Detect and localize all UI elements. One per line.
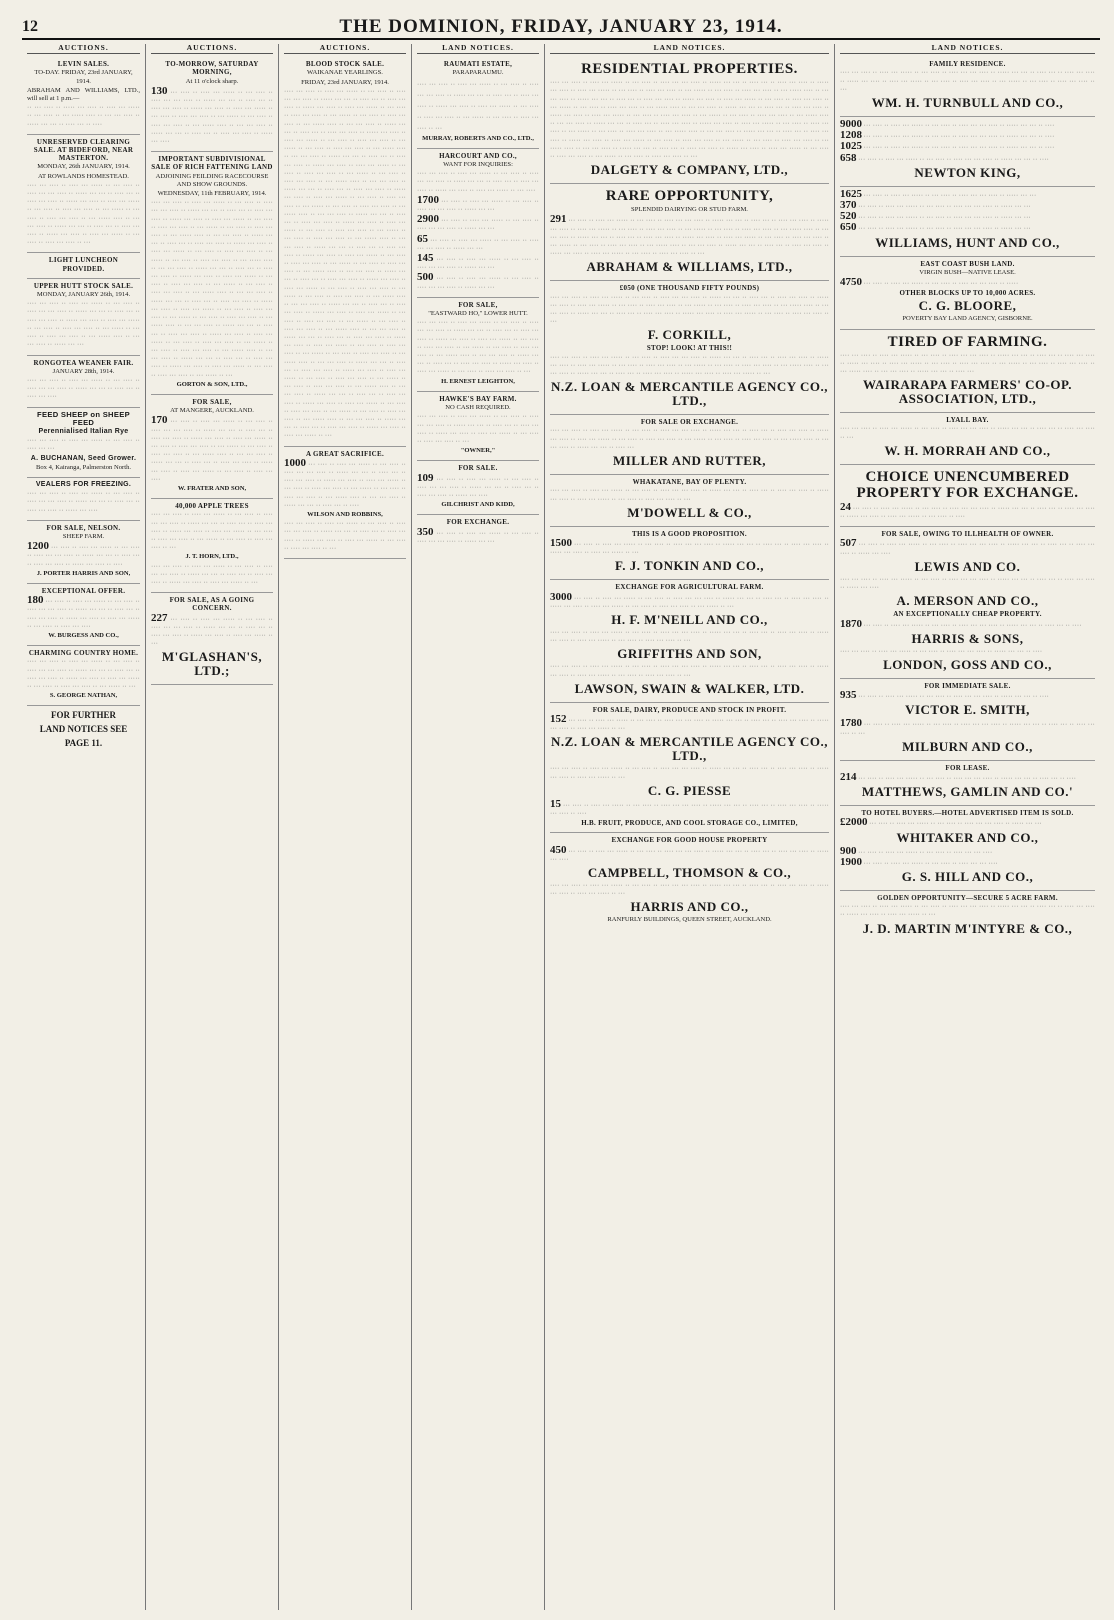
ad-harcourt: HARCOURT AND CO., WANT FOR INQUIRIES: ···· ··· ···· ·· ···· ··· ····· ·· ··· ···· ·· ···· ··· ··· ···· ·· ····· ··· ··· ·· ···· ··· ·· ···· ··· ···· ·· ····· ··· ···· ·· ···· ··· ····· ·· ··· ···· 1700 ··· ···· ·· ···· ··· ····· ·· ··· ···· ·· ···· ··· ··· ···· ·· ····· ··· ··· 2900 ··· ···· ·· ···· ··· ····· ·· ··· ···· ·· ···· ··· ··· ···· ·· ····· ··· ··· 65 ··· ···· ·· ···· ··· ····· ·· ··· ···· ·· ···· ··· ··· ···· ·· ····· ··· ··· 145 ··· ···· ·· ···· ··· ····· ·· ··· ···· ·· ···· ··· ··· ···· ·· ····· ··· ··· 500 ··· ···· ·· ···· ··· ····· ·· ··· ···· ·· ···· ··· ··· ···· ·· ····· ··· ··· <box>417 149 539 298</box>
ad-agent: NEWTON KING, <box>914 164 1021 180</box>
ad-agent: J. T. HORN, LTD., <box>185 553 239 561</box>
ad-number: 130 <box>151 84 168 97</box>
ad-agent-merson: A. MERSON AND CO., <box>896 593 1039 609</box>
ad-levin-sales: LEVIN SALES. TO-DAY. FRIDAY, 23rd JANUARY, 1914. ABRAHAM AND WILLIAMS, LTD., will sell at 1 p.m.— ·· ··· ···· ·· ····· ··· ···· ·· ···· ··· ····· ·· ··· ···· ·· ··· ····· ···· ·· ··· ··· ···· ·· ····· ··· ··· ·· ···· ··· ·· ···· <box>27 57 140 135</box>
ad-mdowell: WHAKATANE, BAY OF PLENTY. ···· ··· ···· ·· ···· ··· ····· ·· ··· ···· ·· ···· ··· ··· ···· ·· ····· ··· ··· ·· ···· ··· ·· ···· ··· ···· ·· ····· ··· ···· ·· ···· ··· ····· ·· ··· ···· ·· ···· ··· ···· ·· ··· M'DOWELL & CO., <box>550 475 829 527</box>
ad-title: GOLDEN OPPORTUNITY—SECURE 5 ACRE FARM. <box>877 893 1058 902</box>
ad-exceptional-offer: EXCEPTIONAL OFFER. 180 ··· ···· ·· ···· ··· ····· ·· ··· ···· ·· ···· ··· ··· ···· ·· ····· ··· ··· ·· ···· ··· ·· ···· ··· ···· ·· ····· ··· ···· ·· ···· ··· ····· ·· ··· ···· ·· ···· ··· ···· W. BURGESS AND CO., <box>27 584 140 646</box>
ad-title: LIGHT LUNCHEON PROVIDED. <box>48 256 119 273</box>
ad-tired-of-farming: TIRED OF FARMING. ···· ··· ···· ·· ···· ··· ····· ·· ··· ···· ·· ···· ··· ··· ···· ·· ····· ··· ··· ·· ···· ··· ·· ···· ··· ···· ·· ····· ··· ···· ·· ···· ··· ····· ·· ··· ···· ·· ···· ··· ···· ·· ··· ····· ·· ··· ···· ·· ···· ··· ···· ·· ··· ····· ···· ·· ··· ··· ···· ·· ····· ··· ··· ·· ···· ··· WAIRARAPA FARMERS' CO-OP. ASSOCIATION, LTD., <box>840 330 1095 414</box>
ad-hotel-buyers: TO HOTEL BUYERS.—HOTEL ADVERTISED ITEM IS SOLD. £2000 ··· ···· ·· ···· ··· ····· ·· ··· ···· ·· ···· ··· ··· ···· ·· ····· ··· ··· WHITAKER AND CO., 900 ··· ···· ·· ···· ··· ····· ·· ··· ···· ·· ···· ··· ··· ···· 1900 ··· ···· ·· ···· ··· ····· ·· ··· ···· ·· ···· ··· ··· ···· G. S. HILL AND CO., <box>840 806 1095 891</box>
ad-title: TO HOTEL BUYERS.—HOTEL ADVERTISED ITEM IS SOLD. <box>861 809 1074 818</box>
acreage: 4750 <box>840 276 862 289</box>
ad-corkill: £050 (ONE THOUSAND FIFTY POUNDS) ···· ··· ···· ·· ···· ··· ····· ·· ··· ···· ·· ···· ··· ··· ···· ·· ····· ··· ··· ·· ···· ··· ·· ···· ··· ···· ·· ····· ··· ···· ·· ···· ··· ····· ·· ··· ···· ·· ···· ··· ···· ·· ··· ····· ·· ··· ···· ·· ···· ··· ···· ·· ··· ····· ···· ·· ··· ··· ···· ·· ····· ··· ··· ·· ···· ··· ·· ···· ··· ···· ·· ····· ··· ···· ·· ···· ··· ····· ·· ··· ···· ·· ···· ··· ···· ·· ··· F. CORKILL, STOP! LOOK! AT THIS!! ···· ··· ···· ·· ···· ··· ····· ·· ··· ···· ·· ···· ··· ··· ···· ·· ····· ··· ··· ·· ···· ··· ·· ···· ··· ···· ·· ····· ··· ···· ·· ···· ··· ····· ·· ··· ···· ·· ···· ··· ···· ·· ··· ····· ·· ··· ···· ·· ···· ··· ···· ·· ··· ····· ···· ·· ··· ··· ···· ·· ····· ··· ··· ·· ···· ··· ·· ···· ··· ···· ·· ····· ··· ···· ·· ···· ··· ····· ·· ··· N.Z. LOAN & MERCANTILE AGENCY CO., LTD., <box>550 281 829 415</box>
ad-tonkin: THIS IS A GOOD PROPOSITION. 1500 ··· ···· ·· ···· ··· ····· ·· ··· ···· ·· ···· ··· ··· ···· ·· ····· ··· ··· ·· ···· ··· ·· ···· ··· ···· ·· ····· ··· ···· ·· ···· ··· ····· ·· ··· F. J. TONKIN AND CO., <box>550 527 829 581</box>
ad-date: WEDNESDAY, 11th FEBRUARY, 1914. <box>157 190 267 198</box>
ad-title: LYALL BAY. <box>946 416 989 425</box>
ad-agent-hill: G. S. HILL AND CO., <box>901 868 1034 884</box>
ad-title: 40,000 APPLE TREES <box>175 502 249 511</box>
ad-agent: CAMPBELL, THOMSON & CO., <box>587 864 792 880</box>
ad-upper-hutt-stock-sale: UPPER HUTT STOCK SALE. MONDAY, JANUARY 26th, 1914. ···· ··· ···· ·· ···· ··· ····· ·· ··· ···· ·· ···· ··· ··· ···· ·· ····· ··· ··· ·· ···· ··· ·· ···· ··· ···· ·· ····· ··· ···· ·· ···· ··· ····· ·· ··· ···· ·· ···· ··· ···· ·· ··· ····· ·· ··· ···· ·· ···· ··· ···· ·· ··· ····· ···· ·· ··· ··· ···· ·· ····· ··· ··· <box>27 279 140 356</box>
ad-subtitle: VIRGIN BUSH—NATIVE LEASE. <box>919 268 1016 276</box>
ad-mneill: EXCHANGE FOR AGRICULTURAL FARM. 3000 ··· ···· ·· ···· ··· ····· ·· ··· ···· ·· ···· ··· ··· ···· ·· ····· ··· ··· ·· ···· ··· ·· ···· ··· ···· ·· ····· ··· ···· ·· ···· ··· ····· ·· ··· ···· ·· ···· ··· ···· ·· ··· ····· ·· ··· H. F. M'NEILL AND CO., ···· ··· ···· ·· ···· ··· ····· ·· ··· ···· ·· ···· ··· ··· ···· ·· ····· ··· ··· ·· ···· ··· ·· ···· ··· ···· ·· ····· ··· ···· ·· ···· ··· ····· ·· ··· ···· ·· ···· ··· ···· ·· ··· GRIFFITHS AND SON, ···· ··· ···· ·· ···· ··· ····· ·· ··· ···· ·· ···· ··· ··· ···· ·· ····· ··· ··· ·· ···· ··· ·· ···· ··· ···· ·· ····· ··· ···· ·· ···· ··· ····· ·· ··· ···· ·· ···· ··· ···· ·· ··· LAWSON, SWAIN & WALKER, LTD. <box>550 580 829 702</box>
ad-vealers: VEALERS FOR FREEZING. ···· ··· ···· ·· ···· ··· ····· ·· ··· ···· ·· ···· ··· ··· ···· ·· ····· ··· ··· ·· ···· ··· ·· ···· ··· ···· ·· ····· ··· ···· <box>27 478 140 521</box>
ad-agent: W. H. MORRAH AND CO., <box>884 442 1051 458</box>
ad-agent: WHITAKER AND CO., <box>896 829 1039 845</box>
further-line-3: PAGE 11. <box>64 738 103 749</box>
acreage: 145 <box>417 252 434 265</box>
ad-subtitle: WANT FOR INQUIRIES: <box>443 161 513 169</box>
acreage: 1025 <box>840 140 862 153</box>
ad-title: RESIDENTIAL PROPERTIES. <box>581 61 798 78</box>
ad-lewis: FOR SALE, OWING TO ILLHEALTH OF OWNER. 507 ··· ···· ·· ···· ··· ····· ·· ··· ···· ·· ···· ··· ··· ···· ·· ····· ··· ··· ·· ···· ··· ·· ···· ··· ···· ·· ····· ··· ···· LEWIS AND CO. ···· ··· ···· ·· ···· ··· ····· ·· ··· ···· ·· ···· ··· ··· ···· ·· ····· ··· ··· ·· ···· ··· ·· ···· ··· ···· ·· ····· ··· ···· A. MERSON AND CO., AN EXCEPTIONALLY CHEAP PROPERTY. 1870 ··· ···· ·· ···· ··· ····· ·· ··· ···· ·· ···· ··· ··· ···· ·· ····· ··· ··· ·· ···· ··· ·· ···· HARRIS & SONS, ···· ··· ···· ·· ···· ··· ····· ·· ··· ···· ·· ···· ··· ··· ···· ·· ····· ··· ··· ·· ···· LONDON, GOSS AND CO., <box>840 527 1095 679</box>
ad-agent: WM. H. TURNBULL AND CO., <box>871 95 1064 111</box>
ad-title: FOR SALE OR EXCHANGE. <box>640 418 739 427</box>
ad-title: HAWKE'S BAY FARM. <box>439 394 517 403</box>
ad-agent: WAIRARAPA FARMERS' CO-OP. ASSOCIATION, LTD., <box>862 377 1073 407</box>
column-heading: AUCTIONS. <box>27 44 140 54</box>
ad-agent: WILSON AND ROBBINS, <box>307 510 383 518</box>
ad-agent-harris: HARRIS AND CO., <box>630 899 749 915</box>
ad-agent: F. CORKILL, <box>647 327 732 343</box>
ad-agent: M'GLASHAN'S, LTD.; <box>161 649 263 679</box>
ad-agent: VICTOR E. SMITH, <box>905 702 1030 718</box>
acreage: 1900 <box>840 855 862 868</box>
ad-place: AT ROWLANDS HOMESTEAD. <box>38 172 129 180</box>
newspaper-page <box>22 16 1100 1610</box>
ad-hawkes-bay-farm: HAWKE'S BAY FARM. NO CASH REQUIRED. ···· ··· ···· ·· ···· ··· ····· ·· ··· ···· ·· ···· ··· ··· ···· ·· ····· ··· ··· ·· ···· ··· ·· ···· ··· ···· ·· ····· ··· ···· ·· ···· ··· ····· ·· ··· ···· ·· ···· ··· ···· ·· ··· "OWNER," <box>417 392 539 461</box>
ad-agent: W. BURGESS AND CO., <box>48 631 119 639</box>
ad-title: THIS IS A GOOD PROPOSITION. <box>632 529 747 538</box>
acreage: 3000 <box>550 590 572 603</box>
ad-agent-nz-loan: N.Z. LOAN & MERCANTILE AGENCY CO., LTD., <box>551 379 828 409</box>
ad-title: EXCEPTIONAL OFFER. <box>41 586 126 595</box>
acreage: 900 <box>840 844 857 857</box>
ad-campbell-thomson: EXCHANGE FOR GOOD HOUSE PROPERTY 450 ··· ···· ·· ···· ··· ····· ·· ··· ···· ·· ···· ··· ··· ···· ·· ····· ··· ··· ·· ···· ··· ·· ···· ··· ···· ·· ····· ··· ···· CAMPBELL, THOMSON & CO., ···· ··· ···· ·· ···· ··· ····· ·· ··· ···· ·· ···· ··· ··· ···· ·· ····· ··· ··· ·· ···· ··· ·· ···· ··· ···· ·· ····· ··· ···· ·· ···· ··· ····· ·· ··· HARRIS AND CO., RANFURLY BUILDINGS, QUEEN STREET, AUCKLAND. <box>550 836 830 924</box>
ad-agent-milburn: MILBURN AND CO., <box>902 738 1033 754</box>
ad-subtitle: SHEEP FARM. <box>62 532 105 540</box>
ad-agent: MILLER AND RUTTER, <box>612 453 767 469</box>
column-heading: LAND NOTICES. <box>550 44 829 54</box>
ad-subtitle: WAIKANAE YEARLINGS. <box>307 69 383 77</box>
ad-date: FRIDAY, 23rd JANUARY, 1914. <box>301 78 389 86</box>
ad-title: WHAKATANE, BAY OF PLENTY. <box>632 478 747 487</box>
ad-for-lease: FOR LEASE. 214 ··· ···· ·· ···· ··· ····· ·· ··· ···· ·· ···· ··· ··· ···· ·· ····· ··· ··· ·· ···· ··· ·· ···· MATTHEWS, GAMLIN AND CO.' <box>840 761 1095 806</box>
acreage: 658 <box>840 151 857 164</box>
ad-title: FOR SALE. <box>458 464 498 473</box>
ad-agent: WILLIAMS, HUNT AND CO., <box>875 234 1060 250</box>
ad-address: RANFURLY BUILDINGS, QUEEN STREET, AUCKLAND. <box>607 916 772 924</box>
ad-agent: W. FRATER AND SON, <box>177 484 247 492</box>
ad-family-residence: FAMILY RESIDENCE. ···· ··· ···· ·· ···· ··· ····· ·· ··· ···· ·· ···· ··· ··· ···· ·· ····· ··· ··· ·· ···· ··· ·· ···· ··· ···· ·· ····· ··· ···· ·· ···· ··· ····· ·· ··· ···· ·· ···· ··· ···· ·· ··· ····· ·· ··· ···· ·· ···· ··· ···· ·· ··· WM. H. TURNBULL AND CO., <box>840 57 1095 117</box>
acreage: 15 <box>550 797 561 810</box>
ad-apple-trees: 40,000 APPLE TREES ···· ··· ···· ·· ···· ··· ····· ·· ··· ···· ·· ···· ··· ··· ···· ·· ····· ··· ··· ·· ···· ··· ·· ···· ··· ···· ·· ····· ··· ···· ·· ···· ··· ····· ·· ··· ···· ·· ···· ··· ···· ·· ··· ····· ·· ··· ···· ·· ···· ··· ···· ·· ··· J. T. HORN, LTD., ···· ··· ···· ·· ···· ··· ····· ·· ··· ···· ·· ···· ··· ··· ···· ·· ····· ··· ··· ·· ···· ··· ·· ···· ··· ···· ·· ····· ··· ···· ·· ···· ··· ····· ·· ··· <box>151 499 273 593</box>
ad-lyall-bay: LYALL BAY. ···· ··· ···· ·· ···· ··· ····· ·· ··· ···· ·· ···· ··· ··· ···· ·· ····· ··· ··· ·· ···· ··· ·· ···· ··· ···· ·· ··· W. H. MORRAH AND CO., <box>840 413 1095 465</box>
ad-further-notices <box>27 706 140 755</box>
ad-williams-hunt: 1625 ··· ···· ·· ···· ··· ····· ·· ··· ···· ·· ···· ··· ··· ···· ·· ····· ··· ··· 370 ··· ···· ·· ···· ··· ····· ·· ··· ···· ·· ···· ··· ··· ···· ·· ····· ··· ··· 520 ··· ···· ·· ···· ··· ····· ·· ··· ···· ·· ···· ··· ··· ···· ·· ····· ··· ··· 650 ··· ···· ·· ···· ··· ····· ·· ··· ···· ·· ···· ··· ··· ···· ·· ····· ··· ··· WILLIAMS, HUNT AND CO., <box>840 187 1095 257</box>
column-land-notices-1 <box>412 44 545 1610</box>
ad-title: BLOOD STOCK SALE. <box>305 60 385 69</box>
ad-address: Box 4, Kairanga, Palmerston North. <box>35 463 132 471</box>
ad-agent-london-goss: LONDON, GOSS AND CO., <box>883 656 1052 672</box>
ad-golden-opportunity: GOLDEN OPPORTUNITY—SECURE 5 ACRE FARM. ···· ··· ···· ·· ···· ··· ····· ·· ··· ···· ·· ···· ··· ··· ···· ·· ····· ··· ··· ·· ···· ··· ·· ···· ··· ···· ·· ····· ··· ···· ·· ···· ··· ····· ·· ··· J. D. MARTIN M'INTYRE & CO., <box>840 893 1095 936</box>
ad-agent: F. J. TONKIN AND CO., <box>615 558 764 574</box>
column-heading: AUCTIONS. <box>284 44 406 54</box>
ad-agent: "OWNER," <box>460 447 496 455</box>
ad-east-coast-bush: EAST COAST BUSH LAND. VIRGIN BUSH—NATIVE LEASE. 4750 ··· ···· ·· ···· ··· ····· ·· ··· ···· ·· ···· ··· ··· ···· ·· ····· OTHER BLOCKS UP TO 10,000 ACRES. C. G. BLOORE, POVERTY BAY LAND AGENCY, GISBORNE. <box>840 257 1095 330</box>
ad-title: CHOICE UNENCUMBERED PROPERTY FOR EXCHANGE. <box>856 468 1079 501</box>
ad-eastward-ho: FOR SALE, "EASTWARD HO," LOWER HUTT. ···· ··· ···· ·· ···· ··· ····· ·· ··· ···· ·· ···· ··· ··· ···· ·· ····· ··· ··· ·· ···· ··· ·· ···· ··· ···· ·· ····· ··· ···· ·· ···· ··· ····· ·· ··· ···· ·· ···· ··· ···· ·· ··· ····· ·· ··· ···· ·· ···· ··· ···· ·· ··· ····· ···· ·· ··· ··· ···· ·· ····· ··· ··· ·· ···· ··· ·· ···· ··· ···· ·· ····· ··· ···· ·· ···· ··· ····· ·· ··· ···· ·· ···· ··· ···· ·· ··· H. ERNEST LEIGHTON, <box>417 298 539 392</box>
ad-stop: STOP! LOOK! AT THIS!! <box>646 344 733 353</box>
ad-date: TO-DAY. FRIDAY, 23rd JANUARY, 1914. <box>34 69 133 85</box>
ad-miller-rutter: FOR SALE OR EXCHANGE. ···· ··· ···· ·· ···· ··· ····· ·· ··· ···· ·· ···· ··· ··· ···· ·· ····· ··· ··· ·· ···· ··· ·· ···· ··· ···· ·· ····· ··· ···· ·· ···· ··· ····· ·· ··· ···· ·· ···· ··· ···· ·· ··· ····· ·· ··· ···· ·· ···· ··· ···· ·· ··· ····· ···· ·· ··· ··· ···· ·· ····· ··· ··· ·· ···· ··· MILLER AND RUTTER, <box>550 415 829 475</box>
ad-firm: ABRAHAM AND WILLIAMS, LTD., will sell at 1 p.m.— <box>27 86 140 103</box>
ad-title: FOR SALE, NELSON. <box>46 523 121 532</box>
ad-agent-hb-fruit: H.B. FRUIT, PRODUCE, AND COOL STORAGE CO., LIMITED, <box>581 819 798 828</box>
acreage: 1000 <box>284 456 306 469</box>
ad-agent-sub: POVERTY BAY LAND AGENCY, GISBORNE. <box>902 315 1033 323</box>
acreage: 1200 <box>27 540 49 553</box>
ad-title: VEALERS FOR FREEZING. <box>35 480 132 488</box>
acreage: 450 <box>550 843 567 856</box>
further-line-1: FOR FURTHER <box>51 710 116 721</box>
ad-great-sacrifice: A GREAT SACRIFICE. 1000 ··· ···· ·· ···· ··· ····· ·· ··· ···· ·· ···· ··· ··· ···· ·· ····· ··· ··· ·· ···· ··· ·· ···· ··· ···· ·· ····· ··· ···· ·· ···· ··· ····· ·· ··· ···· ·· ···· ··· ···· ·· ··· ····· ·· ··· ···· ·· ···· ··· ···· ·· ··· ····· ···· ·· ··· ··· ···· ·· ····· ··· ··· ·· ···· ··· ·· ···· WILSON AND ROBBINS, ···· ··· ···· ·· ···· ··· ····· ·· ··· ···· ·· ···· ··· ··· ···· ·· ····· ··· ··· ·· ···· ··· ·· ···· ··· ···· ·· ····· ··· ···· ·· ···· ··· ····· ·· ··· ···· ·· ···· ··· ···· ·· ··· <box>284 447 406 559</box>
ad-sheep-farm-nelson: FOR SALE, NELSON. SHEEP FARM. 1200 ··· ···· ·· ···· ··· ····· ·· ··· ···· ·· ···· ··· ··· ···· ·· ····· ··· ··· ·· ···· ··· ·· ···· ··· ···· ·· ····· ··· ···· ·· ···· J. PORTER HARRIS AND SON, <box>27 521 140 584</box>
ad-title-cheap: AN EXCEPTIONALLY CHEAP PROPERTY. <box>893 610 1042 619</box>
ad-agent: C. G. BLOORE, <box>918 298 1017 314</box>
acreage: 650 <box>840 221 857 234</box>
ad-subtitle: NO CASH REQUIRED. <box>445 404 511 412</box>
column-heading: AUCTIONS. <box>151 44 273 54</box>
acreage: 214 <box>840 770 857 783</box>
ad-title: FEED SHEEP on SHEEP FEED <box>37 409 130 427</box>
ad-gorton-subdivisional: IMPORTANT SUBDIVISIONAL SALE OF RICH FATTENING LAND ADJOINING FEILDING RACECOURSE AND SHOW GROUNDS. WEDNESDAY, 11th FEBRUARY, 1914. ···· ··· ···· ·· ···· ··· ····· ·· ··· ···· ·· ···· ··· ··· ···· ·· ····· ··· ··· ·· ···· ··· ·· ···· ··· ···· ·· ····· ··· ···· ·· ···· ··· ····· ·· ··· ···· ·· ···· ··· ···· ·· ··· ····· ·· ··· ···· ·· ···· ··· ···· ·· ··· ····· ···· ·· ··· ··· ···· ·· ····· ··· ··· ·· ···· ··· ·· ···· ··· ···· ·· ····· ··· ···· ·· ···· ··· ····· ·· ··· ···· ·· ···· ··· ···· ·· ··· ····· ·· ··· ···· ·· ···· ··· ···· ·· ··· ····· ···· ·· ··· ··· ···· ·· ····· ··· ··· ·· ···· ··· ·· ···· ··· ···· ·· ····· ··· ···· ·· ···· ··· ····· ·· ··· ···· ·· ···· ··· ···· ·· ··· ····· ·· ··· ···· ·· ···· ··· ···· ·· ··· ····· ···· ·· ··· ··· ···· ·· ····· ··· ··· ·· ···· ··· ·· ···· ··· ···· ·· ····· ··· ···· ·· ···· ··· ····· ·· ··· ···· ·· ···· ··· ···· ·· ··· ····· ·· ··· ···· ·· ···· ··· ···· ·· ··· ····· ···· ·· ··· ··· ···· ·· ····· ··· ··· ·· ···· ··· ·· ···· ··· ···· ·· ····· ··· ···· ·· ···· ··· ····· ·· ··· ···· ·· ···· ··· ···· ·· ··· ····· ·· ··· ···· ·· ···· ··· ···· ·· ··· ····· ···· ·· ··· ··· ···· ·· ····· ··· ··· ·· ···· ··· ·· ···· ··· ···· ·· ····· ··· ···· ·· ···· ··· ····· ·· ··· ···· ·· ···· ··· ···· ·· ··· ····· ·· ··· GORTON & SON, LTD., <box>151 152 273 395</box>
ad-agent: J. PORTER HARRIS AND SON, <box>36 569 131 577</box>
ad-light-luncheon <box>27 253 140 278</box>
ad-agent: MATTHEWS, GAMLIN AND CO.' <box>861 784 1074 800</box>
ad-title: A GREAT SACRIFICE. <box>305 449 385 458</box>
ad-unreserved-clearing-sale: UNRESERVED CLEARING SALE. AT BIDEFORD, NEAR MASTERTON. MONDAY, 26th JANUARY, 1914. AT ROWLANDS HOMESTEAD. ···· ··· ···· ·· ···· ··· ····· ·· ··· ···· ·· ···· ··· ··· ···· ·· ····· ··· ··· ·· ···· ··· ·· ···· ··· ···· ·· ····· ··· ···· ·· ···· ··· ····· ·· ··· ···· ·· ···· ··· ···· ·· ··· ····· ·· ··· ···· ·· ···· ··· ···· ·· ··· ····· ···· ·· ··· ··· ···· ·· ····· ··· ··· ·· ···· ··· ·· ···· ··· ···· ·· ····· ··· ···· ·· ···· ··· ····· ·· ··· ···· ·· ···· ··· ···· ·· ··· <box>27 135 140 254</box>
ad-agent: LEWIS AND CO. <box>914 558 1021 574</box>
ad-agent-harris-sons: HARRIS & SONS, <box>911 630 1024 646</box>
acreage: 1700 <box>417 193 439 206</box>
ad-date: MONDAY, JANUARY 26th, 1914. <box>36 291 131 299</box>
column-heading: LAND NOTICES. <box>417 44 539 54</box>
ad-for-sale-109: FOR SALE. 109 ··· ···· ·· ···· ··· ····· ·· ··· ···· ·· ···· ··· ··· ···· ·· ····· ··· ··· ·· ···· ··· ·· ···· ··· ···· ·· ····· ··· ···· GILCHRIST AND KIDD, <box>417 461 539 515</box>
ad-agent: N.Z. LOAN & MERCANTILE AGENCY CO., LTD., <box>551 734 828 764</box>
ad-agent: ABRAHAM & WILLIAMS, LTD., <box>586 259 793 275</box>
ad-title: EXCHANGE FOR AGRICULTURAL FARM. <box>615 583 764 592</box>
ad-nz-loan-dairy: FOR SALE, DAIRY, PRODUCE AND STOCK IN PROFIT. 152 ··· ···· ·· ···· ··· ····· ·· ··· ···· ·· ···· ··· ··· ···· ·· ····· ··· ··· ·· ···· ··· ·· ···· ··· ···· ·· ····· ··· ···· ·· ···· ··· ····· ·· ··· N.Z. LOAN & MERCANTILE AGENCY CO., LTD., ···· ··· ···· ·· ···· ··· ····· ·· ··· ···· ·· ···· ··· ··· ···· ·· ····· ··· ··· ·· ···· ··· ·· ···· ··· ···· ·· ····· ··· ···· ·· ···· ··· ····· ·· ··· C. G. PIESSE 15 ··· ···· ·· ···· ··· ····· ·· ··· ···· ·· ···· ··· ··· ···· ·· ····· ··· ··· ·· ···· ··· ·· ···· ··· ···· ·· ····· ··· ···· ·· ···· H.B. FRUIT, PRODUCE, AND COOL STORAGE CO., LIMITED, <box>550 703 829 834</box>
ad-title: EAST COAST BUSH LAND. <box>920 259 1015 268</box>
column-auctions-1 <box>22 44 146 1610</box>
acreage: 500 <box>417 271 434 284</box>
ad-subtitle: SPLENDID DAIRYING OR STUD FARM. <box>631 206 748 214</box>
ad-raumati-estate: RAUMATI ESTATE, PARAPARAUMU. ···· ··· ···· ·· ···· ··· ····· ·· ··· ···· ·· ···· ··· ··· ···· ·· ····· ··· ··· ·· ···· ··· ·· ···· ··· ···· ·· ····· ··· ···· ·· ···· ··· ····· ·· ··· ···· ·· ···· ··· ···· ·· ··· ····· ·· ··· ···· ·· ···· ··· ···· ·· ··· MURRAY, ROBERTS AND CO., LTD., <box>417 57 539 149</box>
ad-tomorrow-sale: TO-MORROW, SATURDAY MORNING, At 11 o'clock sharp. 130 ··· ···· ·· ···· ··· ····· ·· ··· ···· ·· ···· ··· ··· ···· ·· ····· ··· ··· ·· ···· ··· ·· ···· ··· ···· ·· ····· ··· ···· ·· ···· ··· ····· ·· ··· ···· ·· ···· ··· ···· ·· ··· ····· ·· ··· ···· ·· ···· ··· ···· ·· ··· ····· ···· ·· ··· ··· ···· ·· ····· ··· ··· ·· ···· ··· ·· ···· ··· ···· ·· ····· ··· ···· <box>151 57 273 152</box>
acreage: 291 <box>550 213 567 226</box>
ad-offer: OTHER BLOCKS UP TO 10,000 ACRES. <box>899 289 1036 298</box>
ad-subtitle: Perennialised Italian Rye <box>38 427 129 435</box>
ad-agent-griffiths: GRIFFITHS AND SON, <box>617 646 762 662</box>
column-land-notices-3 <box>835 44 1100 1610</box>
ad-agent: H. ERNEST LEIGHTON, <box>441 377 515 385</box>
ad-title: RARE OPPORTUNITY, <box>605 188 774 205</box>
ad-title: FOR IMMEDIATE SALE. <box>924 681 1011 690</box>
ad-agent: J. D. MARTIN M'INTYRE & CO., <box>862 920 1073 936</box>
ad-title: IMPORTANT SUBDIVISIONAL SALE OF RICH FATTENING LAND <box>151 155 273 172</box>
columns <box>22 44 1100 1610</box>
ad-agent: DALGETY & COMPANY, LTD., <box>590 162 789 178</box>
ad-title: UPPER HUTT STOCK SALE. <box>33 281 134 290</box>
ad-agent-lawson: LAWSON, SWAIN & WALKER, LTD. <box>574 680 805 696</box>
ad-title: TO-MORROW, SATURDAY MORNING, <box>165 60 259 77</box>
ad-title: UNRESERVED CLEARING SALE. AT BIDEFORD, NEAR MASTERTON. <box>33 137 134 163</box>
ad-agent: S. GEORGE NATHAN, <box>49 692 118 700</box>
ad-weaner-fair: RONGOTEA WEANER FAIR. JANUARY 28th, 1914. ···· ··· ···· ·· ···· ··· ····· ·· ··· ···· ·· ···· ··· ··· ···· ·· ····· ··· ··· ·· ···· ··· ·· ···· ··· ···· <box>27 356 140 408</box>
ad-title: CHARMING COUNTRY HOME. <box>28 649 139 658</box>
acreage: 520 <box>840 210 857 223</box>
ad-title: TIRED OF FARMING. <box>887 333 1048 350</box>
acreage: 370 <box>840 199 857 212</box>
ad-title: FOR SALE, OWING TO ILLHEALTH OF OWNER. <box>881 530 1054 539</box>
column-auctions-2 <box>146 44 279 1610</box>
acreage: 2900 <box>417 213 439 226</box>
acreage: 1500 <box>550 536 572 549</box>
column-auctions-3 <box>279 44 412 1610</box>
ad-subtitle: ADJOINING FEILDING RACECOURSE AND SHOW GROUNDS. <box>155 172 269 188</box>
ad-title: FOR SALE, <box>458 300 498 309</box>
acreage: 935 <box>840 689 857 702</box>
masthead <box>22 16 1100 40</box>
ad-title: EXCHANGE FOR GOOD HOUSE PROPERTY <box>611 836 768 845</box>
ad-title: HARCOURT AND CO., <box>439 151 517 160</box>
ad-subtitle: "EASTWARD HO," LOWER HUTT. <box>428 310 528 318</box>
ad-title: FOR SALE, DAIRY, PRODUCE AND STOCK IN PROFIT. <box>592 705 787 714</box>
ad-title: RAUMATI ESTATE, <box>443 60 513 69</box>
ad-for-exchange-350: FOR EXCHANGE. 350 ··· ···· ·· ···· ··· ····· ·· ··· ···· ·· ···· ··· ··· ···· ·· ····· ··· ··· <box>417 518 539 545</box>
acreage: 9000 <box>840 118 862 131</box>
ad-title: £050 (ONE THOUSAND FIFTY POUNDS) <box>619 284 760 293</box>
ad-agent: GORTON & SON, LTD., <box>176 380 248 388</box>
ad-agent: MURRAY, ROBERTS AND CO., LTD., <box>422 134 534 142</box>
ad-choice-unencumbered: CHOICE UNENCUMBERED PROPERTY FOR EXCHANGE. 24 ··· ···· ·· ···· ··· ····· ·· ··· ···· ·· ···· ··· ··· ···· ·· ····· ··· ··· ·· ···· ··· ·· ···· ··· ···· ·· ····· ··· ···· ·· ···· ··· ····· ·· ··· ···· ·· ···· <box>840 465 1095 527</box>
ad-date: MONDAY, 26th JANUARY, 1914. <box>37 163 130 171</box>
acreage: 24 <box>840 500 851 513</box>
ad-title: LEVIN SALES. <box>57 60 110 69</box>
ad-seller: A. BUCHANAN, Seed Grower. <box>30 454 137 462</box>
ad-agent: H. F. M'NEILL AND CO., <box>611 611 768 627</box>
ad-title: FOR SALE, AS A GOING CONCERN. <box>169 596 255 613</box>
ad-blood-stock-sale: BLOOD STOCK SALE. WAIKANAE YEARLINGS. FRIDAY, 23rd JANUARY, 1914. ···· ··· ···· ·· ···· ··· ····· ·· ··· ···· ·· ···· ··· ··· ···· ·· ····· ··· ··· ·· ···· ··· ·· ···· ··· ···· ·· ····· ··· ···· ·· ···· ··· ····· ·· ··· ···· ·· ···· ··· ···· ·· ··· ····· ·· ··· ···· ·· ···· ··· ···· ·· ··· ····· ···· ·· ··· ··· ···· ·· ····· ··· ··· ·· ···· ··· ·· ···· ··· ···· ·· ····· ··· ···· ·· ···· ··· ····· ·· ··· ···· ·· ···· ··· ···· ·· ··· ····· ·· ··· ···· ·· ···· ··· ···· ·· ··· ····· ···· ·· ··· ··· ···· ·· ····· ··· ··· ·· ···· ··· ·· ···· ··· ···· ·· ····· ··· ···· ·· ···· ··· ····· ·· ··· ···· ·· ···· ··· ···· ·· ··· ····· ·· ··· ···· ·· ···· ··· ···· ·· ··· ····· ···· ·· ··· ··· ···· ·· ····· ··· ··· ·· ···· ··· ·· ···· ··· ···· ·· ····· ··· ···· ·· ···· ··· ····· ·· ··· ···· ·· ···· ··· ···· ·· ··· ····· ·· ··· ···· ·· ···· ··· ···· ·· ··· ····· ···· ·· ··· ··· ···· ·· ····· ··· ··· ·· ···· ··· ·· ···· ··· ···· ·· ····· ··· ···· ·· ···· ··· ····· ·· ··· ···· ·· ···· ··· ···· ·· ··· ····· ·· ··· ···· ·· ···· ··· ···· ·· ··· ····· ···· ·· ··· ··· ···· ·· ····· ··· ··· ·· ···· ··· ·· ···· ··· ···· ·· ····· ··· ···· ·· ···· ··· ····· ·· ··· ···· ·· ···· ··· ···· ·· ··· ····· ·· ··· ···· ·· ···· ··· ···· ·· ··· ····· ···· ·· ··· ··· ···· ·· ····· ··· ··· ·· ···· ··· ·· ···· ··· ···· ·· ····· ··· ···· ·· ···· ··· ····· ·· ··· ···· ·· ···· ··· ···· ·· ··· ····· ·· ··· ···· ·· ···· ··· ···· ·· ··· ····· ···· ·· ··· ··· ···· ·· ····· ··· ··· ·· ···· ··· ·· ···· ··· ···· ·· ····· ··· ···· ·· ···· ··· ····· ·· ··· ···· ·· ···· ··· ···· ·· ··· ····· ·· ··· ···· ·· ···· ··· ···· ·· ··· ····· ···· ·· ··· ··· ···· ·· ····· ··· ··· ·· ···· ··· ·· ···· ··· ···· ·· ····· ··· ···· ·· ···· ··· ····· ·· ··· ···· ·· ···· ··· ···· ·· ··· ····· ·· ··· ···· ·· ···· ··· ···· ·· ··· ····· ···· ·· ··· ··· ···· ·· ····· ··· ··· ·· ···· ··· ·· ···· ··· ···· ·· ····· ··· ···· ·· ···· ··· ····· ·· ··· ···· ·· ···· ··· ···· ·· ··· ····· ·· ··· ···· ·· ···· ··· ···· ·· ··· ····· ···· ·· ··· ··· ···· ·· ····· ··· ··· ·· ···· ··· ·· ···· ··· ···· ·· ····· ··· ···· ·· ···· ··· ····· ·· ··· ···· ·· ···· ··· ···· ·· ··· ····· ·· ··· ···· ·· ···· ··· ···· ·· ··· ····· ···· ·· ··· ··· ···· ·· ····· ··· ··· ·· ···· ··· ·· ···· ··· ···· ·· ····· ··· ···· ·· ···· ··· ····· ·· ··· <box>284 57 406 446</box>
ad-title: FOR LEASE. <box>945 763 990 772</box>
ad-going-concern: FOR SALE, AS A GOING CONCERN. 227 ··· ···· ·· ···· ··· ····· ·· ··· ···· ·· ···· ··· ··· ···· ·· ····· ··· ··· ·· ···· ··· ·· ···· ··· ···· ·· ····· ··· ···· ·· ···· ··· ····· ·· ··· M'GLASHAN'S, LTD.; <box>151 593 273 685</box>
ad-rare-opportunity: RARE OPPORTUNITY, SPLENDID DAIRYING OR STUD FARM. 291 ··· ···· ·· ···· ··· ····· ·· ··· ···· ·· ···· ··· ··· ···· ·· ····· ··· ··· ·· ···· ··· ·· ···· ··· ···· ·· ····· ··· ···· ·· ···· ··· ····· ·· ··· ···· ·· ···· ··· ···· ·· ··· ····· ·· ··· ···· ·· ···· ··· ···· ·· ··· ····· ···· ·· ··· ··· ···· ·· ····· ··· ··· ·· ···· ··· ·· ···· ··· ···· ·· ····· ··· ···· ·· ···· ··· ····· ·· ··· ···· ·· ···· ··· ···· ·· ··· ····· ·· ··· ···· ·· ···· ··· ···· ·· ··· ····· ···· ·· ··· ··· ···· ·· ····· ··· ··· ·· ···· ··· ·· ···· ··· ···· ·· ····· ··· ···· ·· ···· ··· ····· ·· ··· ···· ·· ···· ··· ···· ·· ··· ABRAHAM & WILLIAMS, LTD., <box>550 184 829 281</box>
acreage: 227 <box>151 611 168 624</box>
newspaper-title: THE DOMINION, FRIDAY, JANUARY 23, 1914. <box>339 16 783 37</box>
acreage: 65 <box>417 232 428 245</box>
ad-mangere-sale: FOR SALE, AT MANGERE, AUCKLAND. 170 ··· ···· ·· ···· ··· ····· ·· ··· ···· ·· ···· ··· ··· ···· ·· ····· ··· ··· ·· ···· ··· ·· ···· ··· ···· ·· ····· ··· ···· ·· ···· ··· ····· ·· ··· ···· ·· ···· ··· ···· ·· ··· ····· ·· ··· ···· ·· ···· ··· ···· ·· ··· ····· ···· ·· ··· ··· ···· ·· ····· ··· ··· ·· ···· ··· ·· ···· ··· ···· ·· ····· ··· ···· ·· ···· ··· ····· ·· ··· ···· ·· ···· ··· ···· W. FRATER AND SON, <box>151 395 273 499</box>
ad-title: FAMILY RESIDENCE. <box>929 60 1006 69</box>
ad-agent-piesse: C. G. PIESSE <box>647 782 732 798</box>
ad-subtitle: AT MANGERE, AUCKLAND. <box>170 407 254 415</box>
ad-date: JANUARY 28th, 1914. <box>52 367 115 375</box>
column-heading: LAND NOTICES. <box>840 44 1095 54</box>
acreage: 1780 <box>840 717 862 730</box>
ad-feed-sheep: FEED SHEEP on SHEEP FEED Perennialised Italian Rye ···· ··· ···· ·· ···· ··· ····· ·· ··· ···· ·· ···· ··· ··· A. BUCHANAN, Seed Grower. Box 4, Kairanga, Palmerston North. <box>27 408 140 478</box>
ad-title: FOR SALE, <box>192 397 232 406</box>
acreage: 1625 <box>840 187 862 200</box>
ad-agent: M'DOWELL & CO., <box>627 504 752 520</box>
acreage: 1870 <box>840 617 862 630</box>
acreage: 170 <box>151 414 168 427</box>
acreage: 1208 <box>840 129 862 142</box>
ad-charming-country-home: CHARMING COUNTRY HOME. ···· ··· ···· ·· ···· ··· ····· ·· ··· ···· ·· ···· ··· ··· ···· ·· ····· ··· ··· ·· ···· ··· ·· ···· ··· ···· ·· ····· ··· ···· ·· ···· ··· ····· ·· ··· ···· ·· ···· ··· ···· ·· ··· ····· ·· ··· S. GEORGE NATHAN, <box>27 646 140 706</box>
price: £2000 <box>840 816 868 829</box>
ad-residential-properties: RESIDENTIAL PROPERTIES. ···· ··· ···· ·· ···· ··· ····· ·· ··· ···· ·· ···· ··· ··· ···· ·· ····· ··· ··· ·· ···· ··· ·· ···· ··· ···· ·· ····· ··· ···· ·· ···· ··· ····· ·· ··· ···· ·· ···· ··· ···· ·· ··· ····· ·· ··· ···· ·· ···· ··· ···· ·· ··· ····· ···· ·· ··· ··· ···· ·· ····· ··· ··· ·· ···· ··· ·· ···· ··· ···· ·· ····· ··· ···· ·· ···· ··· ····· ·· ··· ···· ·· ···· ··· ···· ·· ··· ····· ·· ··· ···· ·· ···· ··· ···· ·· ··· ····· ···· ·· ··· ··· ···· ·· ····· ··· ··· ·· ···· ··· ·· ···· ··· ···· ·· ····· ··· ···· ·· ···· ··· ····· ·· ··· ···· ·· ···· ··· ···· ·· ··· ····· ·· ··· ···· ·· ···· ··· ···· ·· ··· ····· ···· ·· ··· ··· ···· ·· ····· ··· ··· ·· ···· ··· ·· ···· ··· ···· ·· ····· ··· ···· ·· ···· ··· ····· ·· ··· ···· ·· ···· ··· ···· ·· ··· ····· ·· ··· ···· ·· ···· ··· ···· ·· ··· ····· ···· ·· ··· ··· ···· ·· ····· ··· ··· ·· ···· ··· ·· ···· ··· ···· ·· ····· ··· ···· ·· ···· ··· ····· ·· ··· ···· ·· ···· ··· ···· ·· ··· ····· ·· ··· ···· ·· ···· ··· ···· ·· ··· ····· ···· ·· ··· ··· ···· ·· ····· ··· ··· ·· ···· ··· ·· ···· ··· ···· ·· ····· ··· ···· ·· ···· ··· ····· ·· ··· ···· ·· ···· ··· ···· ·· ··· ····· ·· ··· ···· ·· ···· ··· ···· ·· ··· DALGETY & COMPANY, LTD., <box>550 57 829 184</box>
acreage: 109 <box>417 471 434 484</box>
ad-newton-king: 9000 ··· ···· ·· ···· ··· ····· ·· ··· ···· ·· ···· ··· ··· ···· ·· ····· ··· ··· ·· ···· 1208 ··· ···· ·· ···· ··· ····· ·· ··· ···· ·· ···· ··· ··· ···· ·· ····· ··· ··· ·· ···· 1025 ··· ···· ·· ···· ··· ····· ·· ··· ···· ·· ···· ··· ··· ···· ·· ····· ··· ··· ·· ···· 658 ··· ···· ·· ···· ··· ····· ·· ··· ···· ·· ···· ··· ··· ···· ·· ····· ··· ··· ·· ···· NEWTON KING, <box>840 117 1095 187</box>
acreage: 350 <box>417 525 434 538</box>
further-line-2: LAND NOTICES SEE <box>39 724 128 735</box>
column-land-notices-2 <box>545 44 835 1610</box>
acreage: 507 <box>840 537 857 550</box>
acreage: 180 <box>27 594 44 607</box>
ad-agent: GILCHRIST AND KIDD, <box>441 501 515 509</box>
ad-immediate-sale: FOR IMMEDIATE SALE. 935 ··· ···· ·· ···· ··· ····· ·· ··· ···· ·· ···· ··· ··· ···· ·· ····· ··· ··· ·· ···· VICTOR E. SMITH, 1780 ··· ···· ·· ···· ··· ····· ·· ··· ···· ·· ···· ··· ··· ···· ·· ····· ··· ··· ·· ···· ··· ·· ···· ··· ···· ·· ··· MILBURN AND CO., <box>840 679 1095 761</box>
ad-title: FOR EXCHANGE. <box>446 518 510 527</box>
ad-title: RONGOTEA WEANER FAIR. <box>33 358 134 367</box>
ad-subtitle: PARAPARAUMU. <box>452 69 504 77</box>
acreage: 152 <box>550 712 567 725</box>
page-number: 12 <box>22 18 38 35</box>
ad-subtitle: At 11 o'clock sharp. <box>185 77 239 85</box>
